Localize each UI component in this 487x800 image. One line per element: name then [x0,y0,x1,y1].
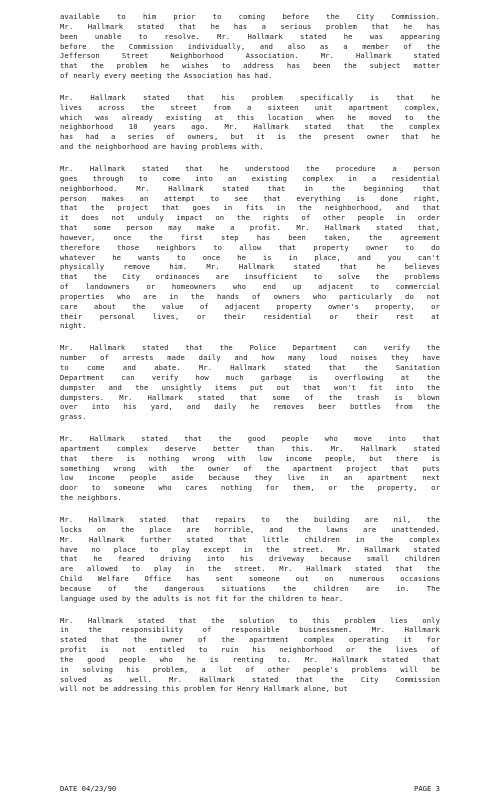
text-line: night. [60,321,87,331]
text-line: because of the dangerous situations the children are in. The [60,583,440,593]
text-line: stated that the owner of the apartment complex operating it for [60,635,440,645]
text-line: low income people aside because they live in an apartment next [60,473,440,483]
text-line: grass. [60,412,87,422]
text-line: been unable to resolve. Mr. Hallmark stated he was appearing [60,31,440,41]
text-line: of nearly every meeting the Association has had. [60,71,273,81]
text-line: therefore those neighbors to allow that property owner to do [60,242,440,252]
text-line: door to someone who cares nothing for them, or the property, or [60,483,440,493]
text-line: it does not unduly impact on the rights of other people in order [60,213,440,223]
text-line: before the Commission individually, and also as a member of the [60,41,440,51]
paragraph [60,515,440,604]
text-line: the good people who he is renting to. Mr. Hallmark stated that [60,654,440,664]
text-line: Mr. Hallmark stated that the solution to this problem lies only [60,615,440,625]
text-line: will not be addressing this problem for Henry Hallmark alone, but [60,684,348,694]
text-line: and the neighborhood are having problems with. [60,142,264,152]
text-line: solved as well. Mr. Hallmark stated that the City Commission [60,674,440,684]
paragraph [60,343,440,422]
text-line: lives across the street from a sixteen unit apartment complex, [60,102,440,112]
text-line: of landowners or homeowners who end up adjacent to commercial [60,282,440,292]
text-line: which was already existing at this location when he moved to the [60,112,440,122]
text-line: goes through to come into an existing complex in a residential [60,173,440,183]
text-line: physically remove him. Mr. Hallmark stated that he believes [60,262,440,272]
text-line: dumpsters. Mr. Hallmark stated that some of the trash is blown [60,392,440,402]
text-line: neighborhood 10 years ago. Mr. Hallmark stated that the complex [60,122,440,132]
text-line: profit is not entitled to ruin his neighborhood or the lives of [60,645,440,655]
text-line: that the problem he wishes to address has been the subject matter [60,61,440,71]
text-line: properties who are in the hands of owners who particularly do not [60,291,440,301]
text-line: that the City ordinances are insufficient to solve the problems [60,272,440,282]
text-line: locks on the place are horrible, and the lawns are unattended. [60,524,440,534]
text-line: available to him prior to coming before the City Commission. [60,12,440,21]
text-line: Jefferson Street Neighborhood Association. Mr. Hallmark stated [60,51,440,61]
paragraph [60,434,440,503]
text-line: Child Welfare Office has sent someone out on numerous occasions [60,574,440,584]
text-line: have no place to play except in the street. Mr. Hallmark stated [60,544,440,554]
footer-page-number: PAGE 3 [414,784,440,793]
text-line: Mr. Hallmark stated that repairs to the building are nil, the [60,514,440,524]
text-line: something wrong with the owner of the apartment project that puts [60,463,440,473]
text-line: to come and abate. Mr. Hallmark stated that the Sanitation [60,363,440,372]
text-line: Mr. Hallmark stated that the Police Department can verify the [60,343,440,353]
text-line: dumpster and the unsightly items put out that won't fit into the [60,382,440,392]
text-line: that there is nothing wrong with low income people, but there is [60,453,440,463]
text-line: Mr. Hallmark stated that his problem specifically is that he [60,92,440,102]
text-line: Mr. Hallmark stated that he understood the procedure a person [60,163,440,173]
text-line: neighborhood. Mr. Hallmark stated that in the beginning that [60,183,440,193]
text-line: language used by the adults is not fit for the children to hear. [60,593,344,603]
text-line: in the responsibility of responsible businessmen. Mr. Hallmark [60,625,440,635]
text-line: that some person may make a profit. Mr. Hallmark stated that, [60,223,440,233]
text-line: whatever he wants to once he is in place, and you can't [60,252,440,262]
paragraph [60,12,440,81]
text-line: Mr. Hallmark further stated that little children in the complex [60,534,440,544]
text-line: apartment complex deserve better than this. Mr. Hallmark stated [60,443,440,453]
text-line: however, once the first step has been taken, the agreement [60,232,440,242]
text-line: are allowed to play in the street. Mr. Hallmark stated that the [60,564,440,574]
paragraph [60,164,440,331]
text-line: care about the value of adjacent property owner's property, or [60,301,440,311]
paragraph [60,93,440,152]
text-line: their personal lives, or their residential or their rest at [60,311,440,321]
text-line: Department can verify how much garbage is overflowing at the [60,372,440,382]
text-line: number of arrests made daily and how many loud noises they have [60,353,440,363]
minutes-body [60,12,440,706]
text-line: that the project that goes in fits in the neighborhood, and that [60,203,440,213]
footer-date: DATE 04/23/90 [60,784,117,793]
text-line: Mr. Hallmark stated that the good people who move into that [60,434,440,444]
text-line: that he feared driving into his driveway because small children [60,554,440,564]
text-line: person makes an attempt to see that everything is done right, [60,193,440,203]
text-line: has had a series of owners, but it is the present owner that he [60,132,440,142]
paragraph [60,616,440,695]
text-line: in solving his problem, a lot of other people's problems will be [60,664,440,674]
text-line: over into his yard, and daily he removes beer bottles from the [60,402,440,412]
text-line: Mr. Hallmark stated that he has a serious problem that he has [60,21,440,31]
text-line: the neighbors. [60,493,122,503]
